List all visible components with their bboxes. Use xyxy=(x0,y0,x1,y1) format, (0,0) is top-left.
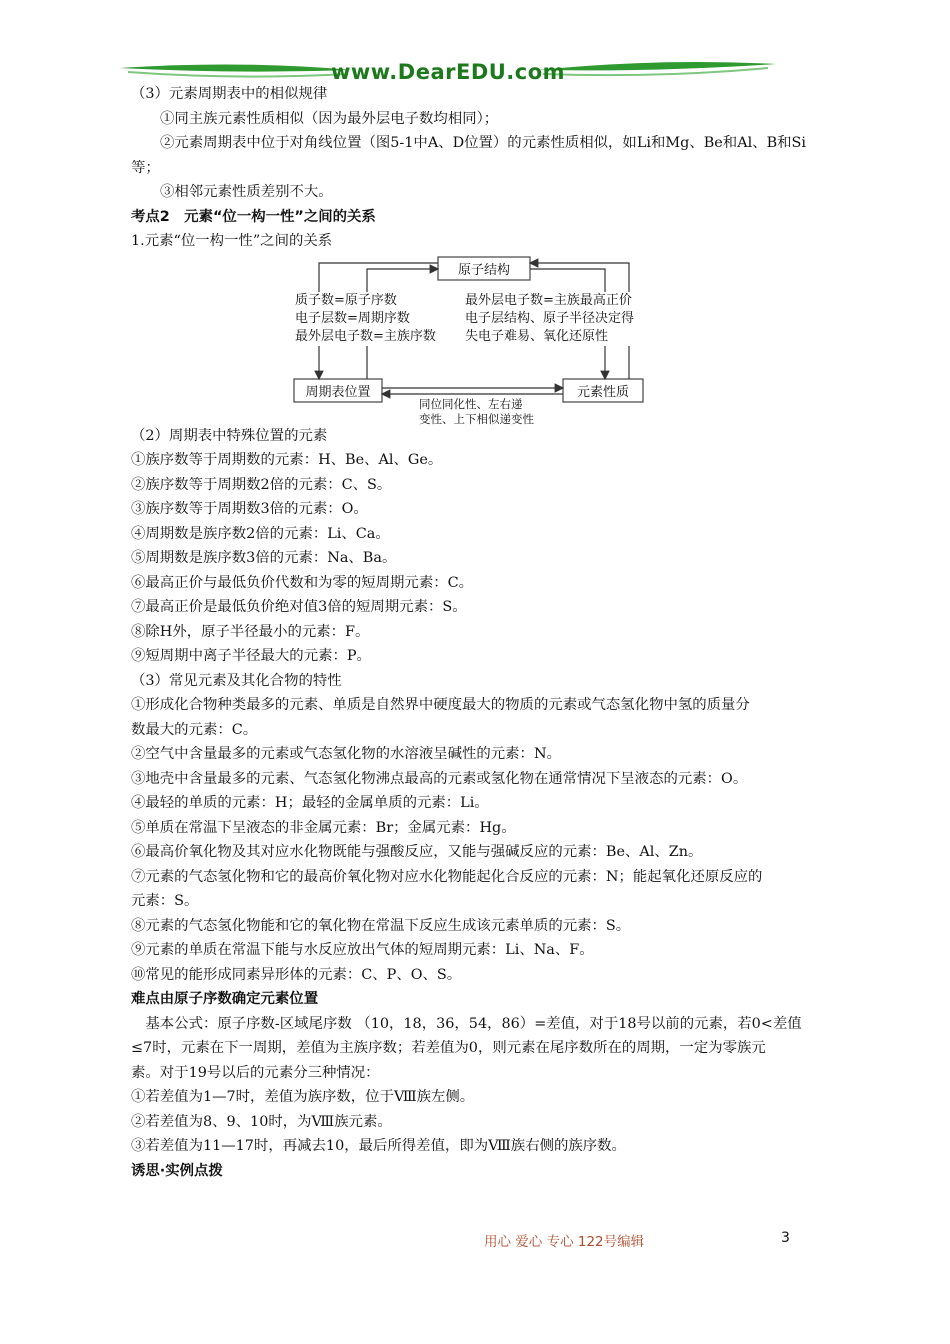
list-item: ④周期数是族序数2倍的元素：Li、Ca。 xyxy=(131,525,390,542)
right-box-label: 元素性质 xyxy=(576,384,629,400)
list-item: ⑨元素的单质在常温下能与水反应放出气体的短周期元素：Li、Na、F。 xyxy=(131,942,594,958)
list-item: ②若差值为8、9、10时，为Ⅷ族元素。 xyxy=(131,1113,392,1130)
list-item: ④最轻的单质的元素：H；最轻的金属单质的元素：Li。 xyxy=(131,795,489,811)
list-item: 数最大的元素：C。 xyxy=(131,721,258,738)
common-title: （3）常见元素及其化合物的特性 xyxy=(131,672,342,689)
list-item: ⑦最高正价是最低负价绝对值3倍的短周期元素：S。 xyxy=(131,599,467,615)
page-number: 3 xyxy=(781,1230,790,1246)
list-item: ⑧元素的气态氢化物能和它的氧化物在常温下反应生成该元素单质的元素：S。 xyxy=(131,917,631,934)
section-heading: 诱思·实例点拨 xyxy=(131,1162,223,1179)
list-item: ⑤周期数是族序数3倍的元素：Na、Ba。 xyxy=(131,550,397,566)
text-line: ②元素周期表中位于对角线位置（图5-1中A、D位置）的元素性质相似，如Li和Mg、Be和Al、B和Si xyxy=(160,135,807,151)
list-item: ①族序数等于周期数的元素：H、Be、Al、Ge。 xyxy=(131,452,443,468)
relation-line: 最外层电子数=主族序数 xyxy=(295,328,436,344)
list-item: ⑤单质在常温下呈液态的非金属元素：Br；金属元素：Hg。 xyxy=(131,819,516,836)
site-logo-text[interactable]: www.DearEDU.com xyxy=(330,60,566,84)
relation-line: 同位同化性、左右递 xyxy=(419,396,523,411)
text-line: 等； xyxy=(131,159,160,176)
paragraph-line: ≤7时，元素在下一周期，差值为主族序数；若差值为0，则元素在尾序数所在的周期，一定为零族元 xyxy=(131,1040,766,1056)
subheading: 1.元素“位一构一性”之间的关系 xyxy=(131,233,333,249)
structure-position-property-diagram xyxy=(131,254,821,424)
list-item: ②族序数等于周期数2倍的元素：C、S。 xyxy=(131,476,392,493)
list-item: ②空气中含量最多的元素或气态氢化物的水溶液呈碱性的元素：N。 xyxy=(131,746,561,762)
difficult-title: 难点由原子序数确定元素位置 xyxy=(131,991,319,1007)
list-item: 元素：S。 xyxy=(131,893,199,909)
left-box-label: 周期表位置 xyxy=(305,384,371,400)
section-heading: 考点2 元素“位一构一性”之间的关系 xyxy=(131,208,376,225)
paragraph-line: 基本公式：原子序数-区域尾序数 （10，18，36，54，86）=差值，对于18号以前的元素，若0<差值 xyxy=(131,1015,802,1032)
list-item: ⑥最高正价与最低负价代数和为零的短周期元素：C。 xyxy=(131,574,473,591)
relation-line: 电子层数=周期序数 xyxy=(295,310,410,326)
top-box-label: 原子结构 xyxy=(457,262,510,278)
text-line: ③相邻元素性质差别不大。 xyxy=(160,184,333,200)
document-body xyxy=(131,82,821,1183)
footer-credit: 用心 爱心 专心 122号编辑 xyxy=(484,1234,645,1250)
list-item: ⑥最高价氧化物及其对应水化物既能与强酸反应，又能与强碱反应的元素：Be、Al、Zn。 xyxy=(131,844,703,860)
list-item: ⑨短周期中离子半径最大的元素：P。 xyxy=(131,648,371,664)
list-item: ③族序数等于周期数3倍的元素：O。 xyxy=(131,501,368,517)
list-item: ⑦元素的气态氢化物和它的最高价氧化物对应水化物能起化合反应的元素：N；能起氧化还原反应的 xyxy=(131,868,763,885)
relation-line: 变性、上下相似递变性 xyxy=(419,411,534,426)
bottom-relation-text xyxy=(419,397,534,427)
list-item: ①若差值为1—7时，差值为族序数，位于Ⅷ族左侧。 xyxy=(131,1089,475,1105)
list-item: ③若差值为11—17时，再减去10，最后所得差值，即为Ⅷ族右侧的族序数。 xyxy=(131,1138,626,1154)
relation-line: 最外层电子数=主族最高正价 xyxy=(465,292,632,308)
relation-line: 质子数=原子序数 xyxy=(295,292,397,308)
relation-line: 失电子难易、氧化还原性 xyxy=(465,328,609,344)
list-item: ③地壳中含量最多的元素、气态氢化物沸点最高的元素或氢化物在通常情况下呈液态的元素：O。 xyxy=(131,770,748,787)
special-title: （2）周期表中特殊位置的元素 xyxy=(131,427,328,444)
text-line: ①同主族元素性质相似（因为最外层电子数均相同）； xyxy=(160,110,499,127)
right-relation-text xyxy=(465,292,634,346)
list-item: ⑧除H外，原子半径最小的元素：F。 xyxy=(131,623,370,640)
relation-line: 电子层结构、原子半径决定得 xyxy=(465,310,635,326)
paragraph-line: 素。对于19号以后的元素分三种情况： xyxy=(131,1064,380,1081)
text-line: （3）元素周期表中的相似规律 xyxy=(131,86,328,102)
list-item: ①形成化合物种类最多的元素、单质是自然界中硬度最大的物质的元素或气态氢化物中氢的质量分 xyxy=(131,697,750,713)
left-relation-text xyxy=(295,292,436,346)
list-item: ⑩常见的能形成同素异形体的元素：C、P、O、S。 xyxy=(131,966,462,983)
